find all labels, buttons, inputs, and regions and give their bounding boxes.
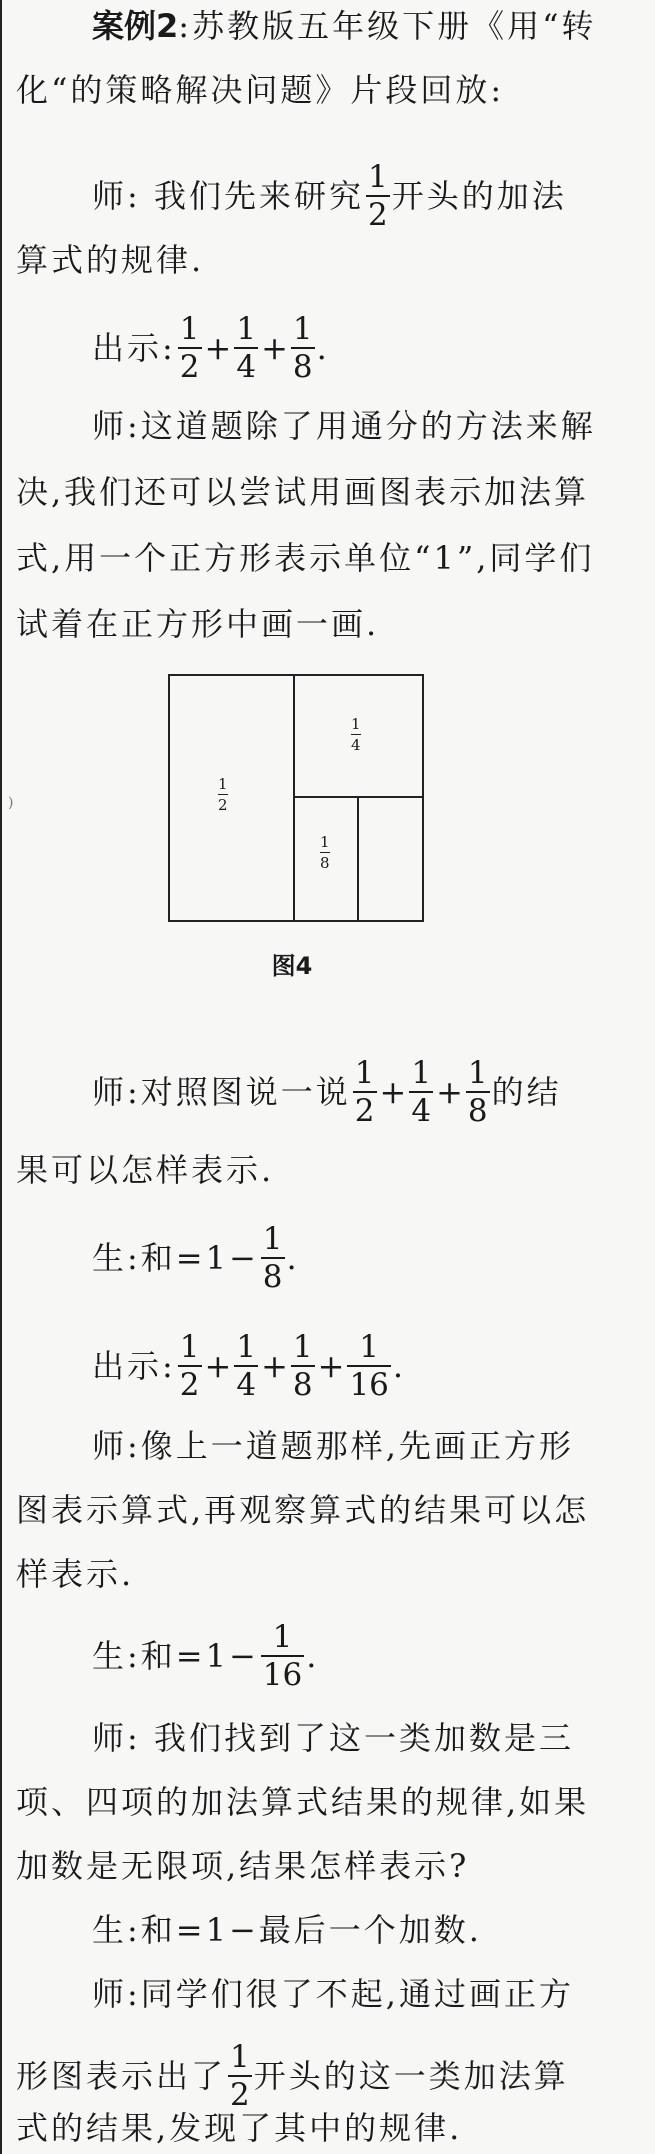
fraction: $\frac{1}{4}$: [411, 1055, 432, 1129]
case-title-text-1: :苏教版五年级下册《用“转: [178, 7, 597, 45]
fraction: $\frac{1}{4}$: [236, 1329, 257, 1403]
plus-sign: +: [317, 1347, 345, 1385]
paragraph-1-tail: 开头的加法: [391, 177, 567, 215]
paragraph-3-line-2: 果可以怎样表示.: [16, 1151, 275, 1189]
remaining-region: [359, 798, 422, 920]
fraction: $\frac{1}{4}$: [236, 311, 257, 385]
plus-sign: +: [261, 1347, 288, 1385]
half-label: 1 2: [218, 775, 228, 814]
paragraph-2-line-4: 试着在正方形中画一画.: [16, 605, 380, 643]
paragraph-4-line-3: 样表示.: [16, 1555, 135, 1593]
paragraph-1-lead: 师: 我们先来研究: [92, 177, 364, 215]
fraction: $\frac{1}{2}$: [179, 1329, 200, 1403]
plus-sign: +: [204, 329, 232, 367]
paragraph-4-line-2: 图表示算式,再观察算式的结果可以怎: [16, 1491, 590, 1529]
show-1-line: 出示: $\frac{1}{2}$ + $\frac{1}{4}$ + $\frac{1}{8}$ .: [92, 311, 330, 385]
fraction: $\frac{1}{8}$: [292, 311, 313, 385]
answer-3-line: 生:和=1−最后一个加数.: [92, 1911, 482, 1949]
paragraph-2-line-1: 师:这道题除了用通分的方法来解: [92, 407, 596, 445]
show-1-lead: 出示:: [92, 329, 176, 367]
fraction: $\frac{1}{8}$: [262, 1221, 283, 1295]
figure-caption: 图4: [271, 952, 313, 980]
square-diagram: [168, 674, 424, 922]
answer-2-line: 生:和=1− $\frac{1}{16}$ .: [92, 1619, 320, 1693]
paragraph-3-line-1: 师:对照图说一说 $\frac{1}{2}$ + $\frac{1}{4}$ + $\frac{1}{8}$ 的结: [92, 1055, 562, 1129]
paragraph-1-line-1: [2, 160, 655, 232]
fraction: $\frac{1}{16}$: [349, 1329, 389, 1403]
fraction: $\frac{1}{8}$: [467, 1055, 488, 1129]
answer-1-line: 生:和=1− $\frac{1}{8}$ .: [92, 1221, 300, 1295]
plus-sign: +: [436, 1073, 463, 1111]
case-title-line-1: [2, 6, 655, 46]
case-label: 案例2: [92, 7, 179, 45]
paragraph-1-line-2: 算式的规律.: [16, 241, 205, 279]
paragraph-5-line-2: 项、四项的加法算式结果的规律,如果: [16, 1783, 590, 1821]
plus-sign: +: [261, 329, 288, 367]
fraction: $\frac{1}{2}$: [367, 159, 388, 233]
show-2-line: 出示: $\frac{1}{2}$ + $\frac{1}{4}$ + $\frac{1}{8}$ + $\frac{1}{16}$ .: [92, 1329, 407, 1403]
margin-mark: ): [8, 795, 14, 811]
fraction: $\frac{1}{8}$: [292, 1329, 313, 1403]
fraction: $\frac{1}{2}$: [354, 1055, 375, 1129]
eighth-label: 1 8: [320, 833, 330, 872]
paragraph-5-line-3: 加数是无限项,结果怎样表示?: [16, 1847, 470, 1885]
plus-sign: +: [204, 1347, 232, 1385]
fraction: $\frac{1}{2}$: [179, 311, 200, 385]
eighth-region: [295, 798, 359, 920]
quarter-region: [295, 676, 422, 798]
paragraph-5-line-1: 师: 我们找到了这一类加数是三: [92, 1719, 574, 1757]
paragraph-6-line-3: 式的结果,发现了其中的规律.: [16, 2109, 463, 2147]
paragraph-6-line-1: 师:同学们很了不起,通过画正方: [92, 1975, 574, 2013]
fraction: $\frac{1}{16}$: [262, 1619, 303, 1693]
paragraph-2-line-2: 决,我们还可以尝试用画图表示加法算: [16, 473, 590, 511]
case-title-line-2: 化“的策略解决问题》片段回放:: [16, 71, 505, 109]
plus-sign: +: [379, 1073, 407, 1111]
paragraph-2-line-3: 式,用一个正方形表示单位“1”,同学们: [16, 539, 595, 577]
fraction: $\frac{1}{2}$: [230, 2039, 250, 2113]
paragraph-4-line-1: 师:像上一道题那样,先画正方形: [92, 1427, 574, 1465]
half-region: [170, 676, 295, 920]
paragraph-6-line-2: 形图表示出了 $\frac{1}{2}$ 开头的这一类加法算: [16, 2039, 569, 2113]
quarter-label: 1 4: [351, 715, 361, 754]
